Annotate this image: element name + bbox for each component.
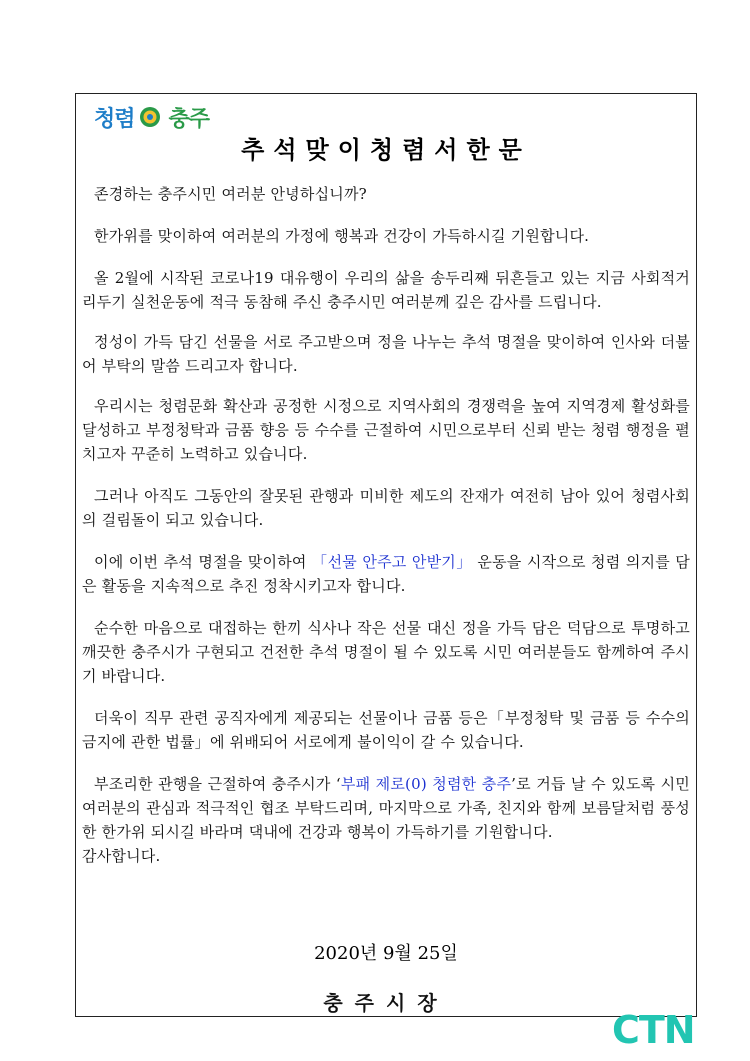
clean-city-emblem-icon	[138, 105, 162, 129]
letter-title: 추석맞이청렴서한문	[241, 136, 531, 164]
letter-body	[82, 182, 690, 868]
paragraph-city-effort: 우리시는 청렴문화 확산과 공정한 시정으로 지역사회의 경쟁력을 높여 지역경제 활성화를 달성하고 부정청탁과 금품 향응 등 수수를 근절하여 시민으로부터 신뢰 받는 청렴 행정을 펼치고자 꾸준히 노력하고 있습니다.	[82, 397, 690, 463]
letter-document	[75, 93, 697, 1017]
paragraph-request: 순수한 마음으로 대접하는 한끼 식사나 작은 선물 대신 정을 가득 담은 덕담으로 투명하고 깨끗한 충주시가 구현되고 건전한 추석 명절이 될 수 있도록 시민 여러분들도 함께하여 주시기 바랍니다.	[82, 619, 690, 685]
paragraph-law-warning: 더욱이 직무 관련 공직자에게 제공되는 선물이나 금품 등은「부정청탁 및 금품 등 수수의 금지에 관한 법률」에 위배되어 서로에게 불이익이 갈 수 있습니다.	[82, 709, 690, 751]
campaign-highlight: 「선물 안주고 안받기」	[311, 553, 473, 571]
logo-text-left: 청렴	[94, 106, 135, 132]
closing-highlight: 부패 제로(0) 청렴한 충주	[340, 775, 512, 793]
paragraph-wish: 한가위를 맞이하여 여러분의 가정에 행복과 건강이 가득하시길 기원합니다.	[94, 227, 590, 245]
campaign-text-post: 운동을 시작으로 청렴 의지를 담은 활동을 지속적으로 추진 정착시키고자 합니다.	[82, 553, 690, 595]
paragraph-greeting: 존경하는 충주시민 여러분 안녕하십니까?	[94, 185, 367, 203]
campaign-text-pre: 이에 이번 추석 명절을 맞이하여	[94, 553, 312, 571]
paragraph-covid-thanks: 올 2월에 시작된 코로나19 대유행이 우리의 삶을 송두리째 뒤흔들고 있는 지금 사회적거리두기 실천운동에 적극 동참해 주신 충주시민 여러분께 깊은 감사를 드립니다.	[82, 269, 690, 311]
closing-text-pre: 부조리한 관행을 근절하여 충주시가 ‘	[94, 775, 341, 793]
ctn-watermark: CTN	[612, 1008, 695, 1052]
logo-text-right: 충주	[168, 106, 210, 132]
closing-text-post: ’로 거듭 날 수 있도록 시민 여러분의 관심과 적극적인 협조 부탁드리며, 마지막으로 가족, 친지와 함께 보름달처럼 풍성한 한가위 되시길 바라며 댁내에 건강과 행복이 가득하기를 기원합니다.	[82, 775, 690, 841]
paragraph-chuseok-intro: 정성이 가득 담긴 선물을 서로 주고받으며 정을 나누는 추석 명절을 맞이하여 인사와 더불어 부탁의 말씀 드리고자 합니다.	[82, 333, 690, 375]
letter-date: 2020년 9월 25일	[314, 943, 458, 964]
paragraph-closing	[82, 772, 690, 844]
paragraph-thanks: 감사합니다.	[82, 847, 161, 865]
paragraph-campaign	[82, 550, 690, 598]
letter-signer: 충주시장	[323, 991, 449, 1015]
city-logo	[94, 100, 209, 134]
paragraph-obstacles: 그러나 아직도 그동안의 잘못된 관행과 미비한 제도의 잔재가 여전히 남아 있어 청렴사회의 걸림돌이 되고 있습니다.	[82, 487, 690, 529]
